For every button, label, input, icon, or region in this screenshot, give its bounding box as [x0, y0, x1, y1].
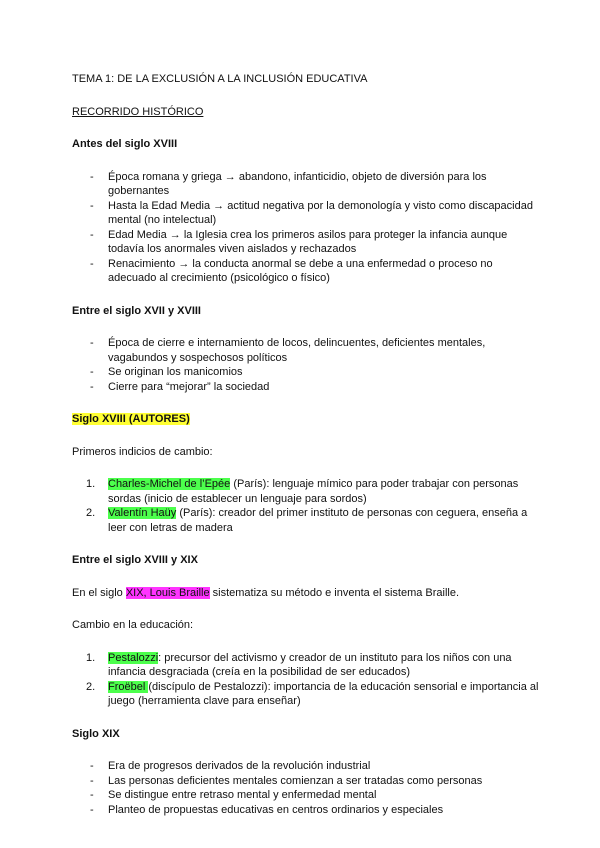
- section-subtitle: RECORRIDO HISTÓRICO: [72, 105, 204, 118]
- list-item: - Era de progresos derivados de la revolución industrial: [90, 760, 371, 772]
- dash-bullet: -: [90, 199, 94, 212]
- dash-bullet: -: [90, 170, 94, 183]
- list-item: - Hasta la Edad Media → actitud negativa por la demonología y visto como discapacidad mental (no intelectual): [90, 199, 533, 226]
- list-item: - Las personas deficientes mentales comienzan a ser tratadas como personas: [90, 774, 483, 787]
- paragraph-cambio-educacion: Cambio en la educación:: [72, 619, 194, 631]
- list-item: - Se distingue entre retraso mental y enfermedad mental: [90, 789, 377, 801]
- list-item: - Cierre para “mejorar” la sociedad: [90, 380, 270, 393]
- dash-bullet: -: [90, 789, 94, 801]
- list-item: - Renacimiento → la conducta anormal se debe a una enfermedad o proceso no adecuado al crecimiento (psicológico o físico): [90, 257, 493, 284]
- heading-siglo-xviii-autores: [72, 412, 542, 427]
- heading-siglo-xvii-xviii: Entre el siglo XVII y XVIII: [72, 304, 201, 317]
- list-item: 1. Pestalozzi: precursor del activismo y creador de un instituto para los niños con una infancia desgraciada (creía en la posibilidad de ser educados): [86, 651, 512, 678]
- dash-bullet: -: [90, 228, 94, 241]
- dash-bullet: -: [90, 380, 94, 393]
- yellow-highlight: Siglo XVIII (AUTORES): [72, 413, 190, 425]
- list-item: 2. Froëbel (discípulo de Pestalozzi): importancia de la educación sensorial e importancia al juego (herramienta clave para enseñar): [86, 680, 539, 707]
- heading-siglo-xix: Siglo XIX: [72, 727, 120, 740]
- list-item: - Edad Media → la Iglesia crea los primeros asilos para proteger la infancia aunque todavía los anormales viven aislados y rechazados: [90, 228, 508, 255]
- dash-bullet: -: [90, 366, 94, 378]
- dash-bullet: -: [90, 774, 94, 787]
- author-name-highlight: Pestalozzi: [108, 651, 159, 664]
- document-title: TEMA 1: DE LA EXCLUSIÓN A LA INCLUSIÓN EDUCATIVA: [72, 73, 368, 85]
- document-page: [72, 72, 542, 835]
- dash-bullet: -: [90, 257, 94, 270]
- magenta-highlight: XIX, Louis Braille: [125, 586, 210, 599]
- list-siglo-xix: [72, 759, 542, 817]
- list-item: 1. Charles-Michel de l’Epée (París): lenguaje mímico para poder trabajar con personas sordas (inicio de establecer un lenguaje para sordos): [86, 478, 519, 505]
- list-item: 2. Valentín Haüy (París): creador del primer instituto de personas con ceguera, enseña a leer con letras de madera: [86, 507, 528, 534]
- list-cambio-educacion: [72, 651, 542, 709]
- list-item: - Época de cierre e internamiento de locos, delincuentes, deficientes mentales, vagabundos y sospechosos políticos: [90, 337, 486, 364]
- list-item: - Se originan los manicomios: [90, 366, 243, 378]
- dash-bullet: -: [90, 760, 94, 772]
- list-item: - Planteo de propuestas educativas en centros ordinarios y especiales: [90, 803, 444, 816]
- dash-bullet: -: [90, 803, 94, 816]
- author-name-highlight: Valentín Haüy: [108, 507, 177, 519]
- list-siglo-xvii-xviii: [72, 336, 542, 394]
- author-name-highlight: Froëbel: [108, 680, 149, 693]
- list-antes-siglo-xviii: [72, 170, 542, 286]
- heading-siglo-xviii-xix: Entre el siglo XVIII y XIX: [72, 554, 198, 566]
- paragraph-primeros-indicios: Primeros indicios de cambio:: [72, 445, 213, 458]
- dash-bullet: -: [90, 337, 94, 349]
- list-item: - Época romana y griega → abandono, infanticidio, objeto de diversión para los gobernantes: [90, 170, 487, 197]
- paragraph-braille: En el siglo XIX, Louis Braille sistematiza su método e inventa el sistema Braille.: [72, 586, 460, 599]
- list-autores-siglo-xviii: [72, 477, 542, 535]
- author-name-highlight: Charles-Michel de l’Epée: [108, 478, 231, 490]
- heading-antes-siglo-xviii: Antes del siglo XVIII: [72, 138, 178, 150]
